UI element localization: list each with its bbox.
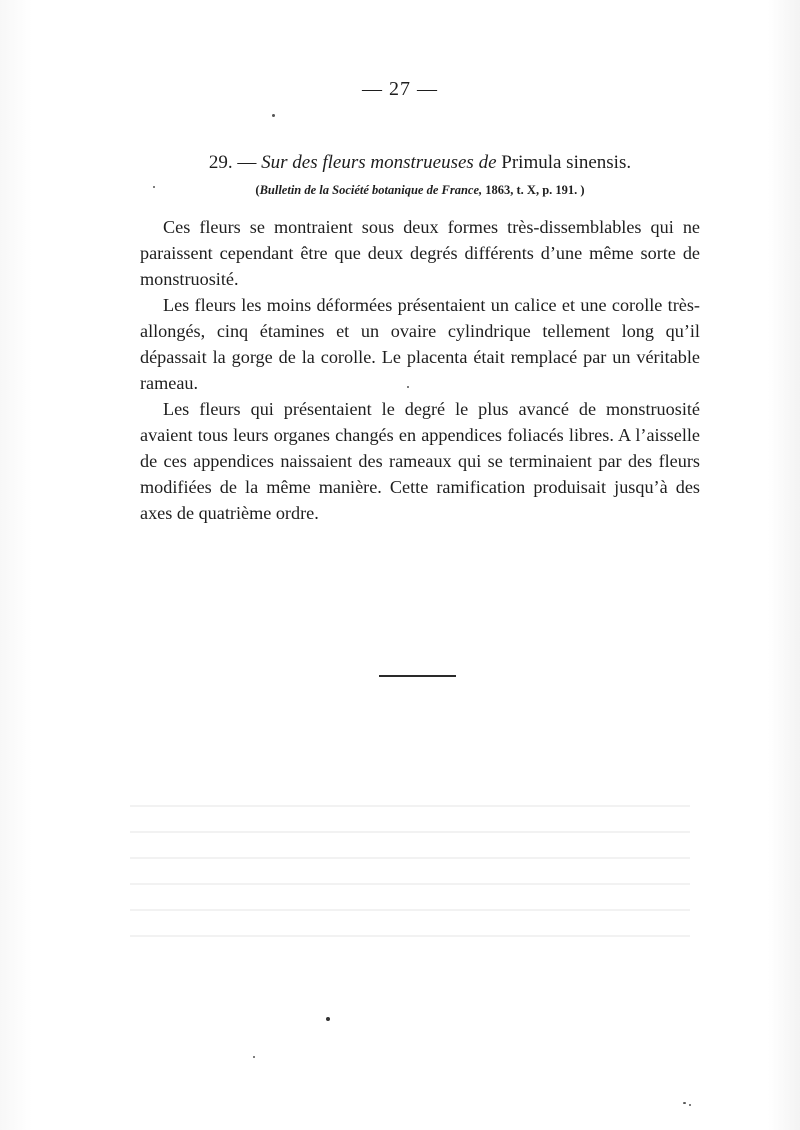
entry-title-italic: Sur des fleurs monstrueuses de [261, 152, 497, 173]
page-number: — 27 — [362, 78, 438, 100]
citation-open-paren: ( [255, 183, 260, 197]
citation-details: 1863, t. X, p. 191. [485, 183, 578, 197]
print-speck [272, 114, 275, 117]
section-end-rule [379, 675, 456, 677]
entry-heading [140, 152, 700, 174]
print-speck [683, 1102, 686, 1104]
body-text [140, 214, 700, 526]
print-speck [253, 1056, 255, 1058]
entry-title-roman: Primula sinensis. [501, 152, 632, 173]
print-speck [407, 386, 409, 388]
citation-journal: Bulletin de la Société botanique de France, [259, 183, 483, 197]
paragraph: Ces fleurs se montraient sous deux formes très-dissemblables qui ne paraissent cependant être que deux degrés différents d’une même sorte de monstruosité. [140, 217, 700, 289]
citation-close-paren: ) [580, 183, 585, 197]
print-speck [689, 1104, 691, 1106]
print-speck [326, 1017, 330, 1021]
paragraph: Les fleurs les moins déformées présentaient un calice et une corolle très-allongés, cinq étamines et un ovaire cylindrique tellement long qu’il dépassait la gorge de la corolle. Le placenta était remplacé par un véritable rameau. [140, 295, 700, 393]
show-through-text [130, 805, 690, 945]
paragraph: Les fleurs qui présentaient le degré le plus avancé de monstruosité avaient tous leurs organes changés en appendices foliacés libres. A l’aisselle de ces appendices naissaient des rameaux qui se terminaient par des fleurs modifiées de la même manière. Cette ramification produisait jusqu’à des axes de quatrième ordre. [140, 399, 700, 523]
print-speck [153, 186, 155, 188]
entry-dash: — [237, 152, 257, 173]
entry-number: 29. [208, 152, 233, 173]
citation [140, 183, 700, 198]
